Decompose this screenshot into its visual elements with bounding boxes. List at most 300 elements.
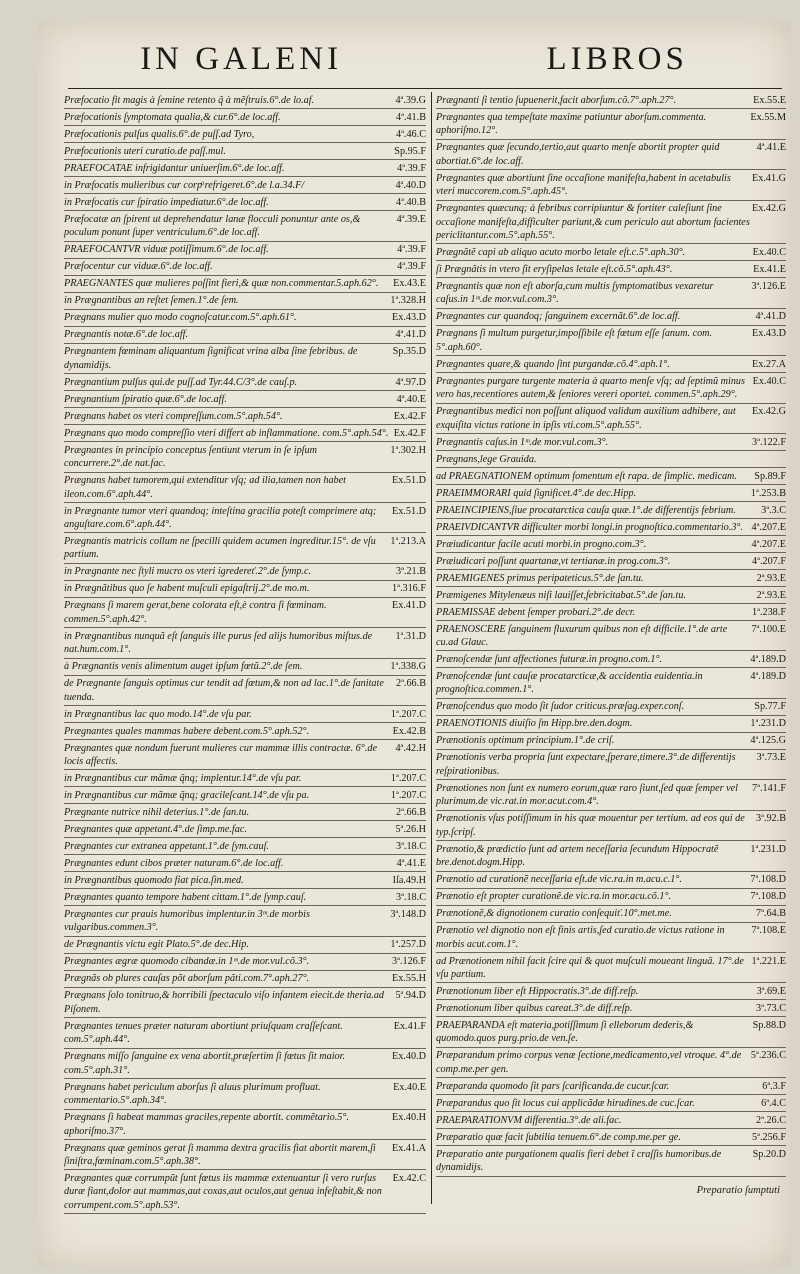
entry-text: Prænotionum liber quibus careat.3°.de diff.reſp. bbox=[436, 1002, 633, 1014]
entry-reference: 1ª.207.C bbox=[390, 773, 426, 785]
entry-text: Prægnantes quanto tempore habent cittam.1°.de ſymp.cauſ. bbox=[64, 892, 307, 904]
entry-text: Prægnantes cur prauis humoribus implentur.in 3ᵐ.de morbis vulgaribus.commen.3°. bbox=[64, 909, 310, 934]
entry-text: Prægnantes quæ abortiunt ſine occaſione manifeſta,habent in acetabulis vteri muccorem.com.5°.aph.45°. bbox=[436, 172, 731, 198]
entry-reference: 1ª.302.H bbox=[390, 444, 426, 456]
entry-reference: 1ª.238.F bbox=[752, 606, 786, 618]
entry-text: Præparandum primo corpus venæ ſectione,medicamento,vel vtroque. 4°.de comp.me.per gen. bbox=[436, 1050, 742, 1075]
entry-reference: Ex.43.E bbox=[393, 278, 426, 290]
entry-reference: 5ª.94.D bbox=[395, 990, 426, 1002]
index-entry bbox=[64, 179, 426, 194]
entry-reference: 7ª.100.E bbox=[751, 623, 786, 635]
entry-text: PRAEMIGENES primus peripateticus.5°.de ſan.tu. bbox=[436, 572, 644, 584]
entry-reference: Ex.40.D bbox=[392, 1051, 426, 1063]
entry-reference: 5ª.256.F bbox=[752, 1131, 786, 1143]
entry-reference: Ex.55.H bbox=[392, 973, 426, 985]
entry-text: Prægnantes quæ corrumpũt ſunt fœtus iis mammæ extenuantur ſi vero rurſus duræ fiant,dolor aut mammas,aut coxas,aut oculos,aut genua infeſtabit,& non corrumpent.com.5°.aph.53°. bbox=[64, 1172, 382, 1211]
index-entry bbox=[436, 470, 786, 485]
index-entry bbox=[64, 891, 426, 906]
entry-reference: Sp.35.D bbox=[392, 346, 426, 358]
index-entry bbox=[436, 280, 786, 309]
entry-reference: 3ª.21.B bbox=[396, 566, 426, 578]
entry-reference: 4ª.40.D bbox=[395, 180, 426, 191]
entry-reference: 1ª.31.D bbox=[395, 630, 426, 642]
index-entry bbox=[436, 907, 786, 922]
entry-text: Prægnans quo modo compreſſio vteri differt ab inflammatione. com.5°.aph.54°. bbox=[64, 427, 389, 439]
entry-reference: 4ª.207.E bbox=[751, 521, 786, 533]
entry-text: Præfocationis pulſus qualis.6°.de puſſ.ad Tyro, bbox=[64, 129, 255, 140]
entry-reference: 1ª.257.D bbox=[390, 939, 426, 951]
entry-text: PRAEMISSAE debent ſemper probari.2°.de decr. bbox=[436, 606, 636, 618]
entry-text: de Prægnante ſanguis optimus cur tendit ad fœtum,& non ad lac.1°.de ſanitate tuenda. bbox=[64, 678, 384, 703]
entry-text: Prægnantes ægræ quomodo cibandæ.in 1ᵐ.de mor.vul.cõ.3°. bbox=[64, 956, 310, 968]
entry-text: de Prægnantis victu egit Plato.5°.de dec.Hip. bbox=[64, 939, 249, 951]
entry-text: Præparandus quo ſit locus cui applicãdæ hirudines.de cuc.ſcar. bbox=[436, 1097, 695, 1109]
entry-reference: 3ª.148.D bbox=[390, 909, 426, 921]
entry-reference: Ex.42.F bbox=[393, 410, 426, 422]
entry-reference: 3ª.69.E bbox=[756, 985, 786, 997]
entry-reference: Ex.40.E bbox=[393, 1081, 426, 1093]
index-entry bbox=[64, 444, 426, 473]
entry-reference: 1ª.221.E bbox=[751, 955, 786, 967]
index-entry bbox=[64, 162, 426, 177]
index-entry bbox=[436, 955, 786, 984]
entry-reference: Sp.20.D bbox=[752, 1148, 786, 1160]
entry-text: Prænoſcendæ ſunt affectiones futuræ.in progno.com.1°. bbox=[436, 654, 663, 666]
entry-text: Prægnans quæ geminos gerat ſi mamma dextra gracilis fiat abortit marem,ſi ſiniſtra,fœminam.com.5°.aph.38°. bbox=[64, 1142, 376, 1167]
entry-reference: 4ª.39.F bbox=[397, 261, 426, 273]
index-entry bbox=[436, 487, 786, 502]
entry-text: Prægnantes quæcunq; à febribus corripiuntur & fortiter caleſiunt ſine occaſione manifeſta,difficulter pariunt,& cum periculo aut abortum facientes periclitantur.com.5°.aph.55°. bbox=[436, 203, 750, 242]
index-entry bbox=[64, 393, 426, 408]
entry-reference: Ex.41.G bbox=[752, 172, 786, 184]
entry-text: in Prægnantibus an reſtet ſemen.1°.de ſem. bbox=[64, 295, 239, 307]
entry-reference: Ex.42.F bbox=[393, 427, 426, 439]
entry-reference: 1ª.231.D bbox=[750, 843, 786, 855]
index-entry bbox=[436, 263, 786, 278]
entry-reference: 1ª.213.A bbox=[390, 536, 426, 548]
entry-reference: 7ª.64.B bbox=[756, 908, 786, 920]
entry-text: Præfocentur cur viduæ.6°.de loc.aff. bbox=[64, 261, 213, 273]
index-entry bbox=[436, 1019, 786, 1048]
entry-reference: 4ª.39.E bbox=[396, 214, 426, 225]
entry-text: Prægnãs ob plures cauſas põt aborſum pãti.com.7°.aph.27°. bbox=[64, 973, 310, 985]
entry-text: PRAEPARANDA eſt materia,potiſſimum ſi elleborum dederis,& quomodo.quos purg.prio.de ven.ſe. bbox=[436, 1019, 694, 1045]
index-entry bbox=[436, 1002, 786, 1017]
entry-reference: 1ª.207.C bbox=[390, 790, 426, 802]
index-entry bbox=[436, 782, 786, 811]
entry-reference: 2ª.66.B bbox=[396, 678, 426, 690]
entry-reference: Ex.51.D bbox=[392, 475, 426, 487]
entry-reference: 4ª.97.D bbox=[395, 376, 426, 388]
index-entry bbox=[436, 327, 786, 356]
entry-text: Præiudicantur facile acuti morbi.in progno.com.3°. bbox=[436, 538, 647, 550]
index-entry bbox=[436, 606, 786, 621]
entry-reference: 7ª.141.F bbox=[752, 782, 786, 794]
entry-text: Prægnantis caſus.in 1ᵐ.de mor.vul.com.3°. bbox=[436, 436, 609, 448]
index-entry bbox=[64, 427, 426, 442]
index-entry bbox=[436, 202, 786, 244]
index-entry bbox=[64, 908, 426, 937]
entry-reference: Sp.77.F bbox=[754, 701, 786, 713]
entry-reference: 3ª.18.C bbox=[396, 841, 426, 853]
index-entry bbox=[436, 1097, 786, 1112]
entry-reference: 4ª.189.D bbox=[750, 671, 786, 683]
entry-reference: 4ª.41.D bbox=[395, 329, 426, 341]
index-entry bbox=[436, 1080, 786, 1095]
entry-text: Prægnantes tenues præter naturam abortiunt priuſquam craſſeſcant. com.5°.aph.44°. bbox=[64, 1020, 343, 1046]
index-entry bbox=[64, 345, 426, 374]
index-entry bbox=[436, 310, 786, 325]
index-entry bbox=[436, 453, 786, 468]
entry-text: à Prægnantis venis alimentum auget ipſum fœtũ.2°.de ſem. bbox=[64, 661, 303, 673]
entry-text: Præparatio quæ facit ſubtilia tenuem.6°.de comp.me.per ge. bbox=[436, 1131, 681, 1143]
index-entry bbox=[64, 874, 426, 889]
entry-text: in Prægnantibus cur mãmæ q̃nq; gracileſcant.14°.de vſu pa. bbox=[64, 790, 310, 802]
index-entry bbox=[64, 196, 426, 211]
index-entry bbox=[436, 555, 786, 570]
index-entry bbox=[64, 1050, 426, 1079]
entry-reference: 4ª.39.G bbox=[395, 95, 426, 106]
index-entry bbox=[64, 277, 426, 292]
entry-text: Prægnantem fœminam aliquantum ſignificat vrina alba ſine febribus. de dynamidijs. bbox=[64, 346, 358, 371]
entry-text: Prænotionẽ,& dignotionem curatio conſequiť.10°.met.me. bbox=[436, 908, 672, 920]
entry-reference: 7ª.108.D bbox=[750, 891, 786, 903]
entry-reference: 1ª.231.D bbox=[750, 718, 786, 730]
left-column bbox=[64, 94, 426, 1216]
index-entry bbox=[64, 260, 426, 275]
entry-text: in Prægnante nec ſtyli mucro os vteri igredereť.2°.de ſymp.c. bbox=[64, 566, 312, 578]
entry-text: ſi Prægnãtis in vtero ſit eryſipelas letale eſt.cõ.5°.aph.43°. bbox=[436, 264, 673, 276]
entry-reference: 1ª.207.C bbox=[390, 708, 426, 720]
entry-text: Prægnans mulier quo modo cognoſcatur.com.5°.aph.61°. bbox=[64, 312, 297, 324]
entry-text: in Præfocatis cur ſpiratio impediatur.6°.de loc.aff. bbox=[64, 197, 269, 208]
entry-text: Prægnantes cur extranea appetant.1°.de ſym.cauſ. bbox=[64, 841, 269, 853]
entry-reference: 2ª.26.C bbox=[756, 1114, 786, 1126]
entry-reference: 5ª.26.H bbox=[395, 824, 426, 836]
index-entry bbox=[64, 1142, 426, 1171]
entry-reference: 4ª.125.G bbox=[750, 735, 786, 747]
entry-text: Prænotio vel dignotio non eſt finis artis,ſed curatio.de victus ratione in morbis acut.com.1°. bbox=[436, 925, 725, 950]
entry-reference: 4ª.39.F bbox=[397, 244, 426, 256]
entry-reference: 3ª.18.C bbox=[396, 892, 426, 904]
index-entry bbox=[64, 410, 426, 425]
entry-text: ad Prænotionem nihil facit ſcire qui & quot muſculi moueant linguã. 17°.de vſu partium. bbox=[436, 955, 744, 980]
entry-text: Prægnanti ſi tentio ſupuenerit,facit aborſum.cõ.7°.aph.27°. bbox=[436, 95, 677, 106]
index-entry bbox=[436, 246, 786, 261]
entry-text: Prægnantium pulſus qui.de puſſ.ad Tyr.44.C/3°.de cauſ.p. bbox=[64, 376, 298, 388]
entry-text: Præiudicari poſſunt quartanæ,vt tertianæ.in prog.com.3°. bbox=[436, 555, 671, 567]
index-entry bbox=[64, 565, 426, 580]
entry-text: Prænotionis optimum principium.1°.de criſ. bbox=[436, 735, 615, 747]
index-entry bbox=[436, 538, 786, 553]
entry-reference: Ex.41.D bbox=[392, 600, 426, 612]
index-entry bbox=[436, 94, 786, 109]
entry-reference: 3ª.73.E bbox=[756, 752, 786, 764]
index-entry bbox=[436, 521, 786, 536]
index-entry bbox=[64, 1081, 426, 1110]
entry-reference: 1ª.338.G bbox=[390, 661, 426, 673]
index-entry bbox=[64, 660, 426, 675]
index-entry bbox=[436, 751, 786, 780]
index-entry bbox=[64, 857, 426, 872]
entry-text: in Prægnantibus lac quo modo.14°.de vſu par. bbox=[64, 708, 252, 720]
entry-reference: 6ª.3.F bbox=[762, 1080, 786, 1092]
index-entry bbox=[436, 812, 786, 841]
index-entry bbox=[436, 700, 786, 715]
index-entry bbox=[436, 717, 786, 732]
index-entry bbox=[436, 1131, 786, 1146]
entry-reference: 4ª.40.B bbox=[396, 197, 426, 208]
column-divider bbox=[431, 92, 432, 1204]
entry-reference: 4ª.39.F bbox=[397, 163, 426, 174]
index-entry bbox=[64, 789, 426, 804]
entry-reference: Ex.43.D bbox=[392, 312, 426, 324]
entry-text: Præfocatæ an ſpirent ut deprehendatur lanæ flocculi ponuntur ante os,& poculum ponunt ſuper ventriculum.6°.de loc.aff. bbox=[64, 214, 361, 239]
entry-reference: 2ª.93.E bbox=[756, 589, 786, 601]
entry-text: Prægnantes quæ appetant.4°.de ſimp.me.fac. bbox=[64, 824, 247, 836]
entry-text: PRAEFOCANTVR viduæ potiſſimum.6°.de loc.aff. bbox=[64, 244, 269, 256]
index-entry bbox=[436, 572, 786, 587]
index-entry bbox=[64, 1111, 426, 1140]
index-entry bbox=[64, 294, 426, 309]
entry-reference: 4ª.207.F bbox=[752, 555, 786, 567]
index-entry bbox=[64, 823, 426, 838]
right-column bbox=[436, 94, 786, 1178]
index-entry bbox=[64, 474, 426, 503]
entry-text: Prænotio eſt propter curationẽ.de vic.ra.in mor.acu.cõ.1°. bbox=[436, 891, 672, 903]
index-entry bbox=[436, 1148, 786, 1177]
entry-reference: 3ª.126.E bbox=[751, 281, 786, 293]
entry-text: Præfocationis uteri curatio.de paſſ.mul. bbox=[64, 146, 226, 157]
entry-reference: Ex.41.A bbox=[392, 1142, 426, 1154]
entry-reference: Ex.42.C bbox=[392, 1172, 426, 1184]
entry-reference: 4ª.42.H bbox=[395, 742, 426, 754]
entry-reference: 5ª.236.C bbox=[750, 1050, 786, 1062]
entry-text: Prægnans ſi multum purgetur,impoſſibile eſt fœtum eſſe ſanum. com. 5°.aph.60°. bbox=[436, 328, 713, 353]
entry-reference: Ex.55.E bbox=[753, 95, 786, 106]
entry-reference: 3ª.3.C bbox=[761, 504, 786, 516]
entry-reference: 7ª.108.D bbox=[750, 874, 786, 886]
index-entry bbox=[436, 924, 786, 953]
index-entry bbox=[436, 873, 786, 888]
entry-reference: Ex.40.C bbox=[752, 247, 786, 259]
index-entry bbox=[64, 806, 426, 821]
entry-text: Prænotio ad curationẽ neceſſaria eſt.de vic.ra.in m.acu.c.1°. bbox=[436, 874, 682, 886]
index-entry bbox=[64, 111, 426, 126]
entry-text: Prægnantis notæ.6°.de loc.aff. bbox=[64, 329, 189, 341]
entry-text: Præparatio ante purgationem qualis fieri debet ĩ craſſis humoribus.de dynamidijs. bbox=[436, 1148, 722, 1174]
entry-text: Prænoſcendæ ſunt cauſæ procatarcticæ,& accidentia euidentia.in prognoſtica.commen.1°. bbox=[436, 671, 703, 696]
entry-reference: Ex.43.D bbox=[752, 328, 786, 340]
entry-reference: 4ª.41.B bbox=[396, 112, 426, 123]
index-entry bbox=[436, 111, 786, 140]
entry-text: Prægnãtẽ capi ab aliquo acuto morbo letale eſt.c.5°.aph.30°. bbox=[436, 247, 686, 259]
entry-text: Prænotiones non ſunt ex numero eorum,quæ raro ſiunt,ſed quæ ſemper vel plurimum.de vic.rat.in mor.acut.com.4°. bbox=[436, 782, 739, 808]
entry-reference: Sp.89.F bbox=[754, 470, 786, 482]
entry-reference: 4ª.207.E bbox=[751, 538, 786, 550]
entry-text: PRAEFOCATAE infrigidantur uniuerſim.6°.de loc.aff. bbox=[64, 163, 285, 174]
entry-reference: Ex.42.G bbox=[752, 406, 786, 418]
entry-text: Præmigenes Mitylenæus niſi lauiſſet,febricitabat.5°.de ſan.tu. bbox=[436, 589, 686, 601]
index-entry bbox=[64, 376, 426, 391]
entry-text: PRAEPARATIONVM differentia.3°.de ali.fac. bbox=[436, 1114, 622, 1126]
entry-text: Prænoſcendus quo modo ſit ſudor criticus.præſag.exper.conſ. bbox=[436, 701, 685, 713]
entry-text: Prægnantes quales mammas habere debent.com.5°.aph.52°. bbox=[64, 725, 310, 737]
index-entry bbox=[64, 677, 426, 706]
index-entry bbox=[64, 972, 426, 987]
entry-text: Prægnans ſolo tonitruo,& horribili ſpectaculo viſo infantem eiecit.de theria.ad Piſonem. bbox=[64, 990, 385, 1015]
running-header bbox=[38, 32, 790, 86]
entry-reference: 4ª.189.D bbox=[750, 654, 786, 666]
index-entry bbox=[64, 840, 426, 855]
entry-text: in Prægnantibus nunquã eſt ſanguis ille purus ſed alijs humoribus miſtus.de nat.hum.com.1°. bbox=[64, 630, 373, 656]
entry-reference: 3ª.92.B bbox=[756, 813, 786, 825]
catchword: Preparatio ſumptuti bbox=[696, 1185, 780, 1196]
entry-reference: Ex.55.M bbox=[750, 112, 786, 123]
entry-reference: 1ª.253.B bbox=[750, 487, 786, 499]
index-entry bbox=[64, 742, 426, 771]
entry-text: Præfocationis ſymptomata qualia,& cur.6°.de loc.aff. bbox=[64, 112, 281, 123]
entry-reference: 7ª.108.E bbox=[751, 925, 786, 937]
entry-text: Prægnantes quæ nondum fuerunt mulieres cur mammæ illis contractæ. 6°.de locis affectis. bbox=[64, 742, 377, 768]
index-entry bbox=[436, 670, 786, 699]
index-entry bbox=[64, 505, 426, 534]
entry-text: Prægnantis quæ non eſt aborſa,cum multis ſymptomatibus vexaretur caſus.in 1ᵐ.de mor.vul.com.3°. bbox=[436, 281, 714, 306]
index-entry bbox=[64, 989, 426, 1018]
index-entry bbox=[436, 734, 786, 749]
entry-reference: 2ª.93.E bbox=[756, 572, 786, 584]
index-entry bbox=[436, 504, 786, 519]
index-entry bbox=[436, 589, 786, 604]
entry-text: Præfocatio fit magis à ſemine retento q̃ à mẽſtruis.6°.de lo.af. bbox=[64, 95, 315, 106]
entry-text: Prægnantium ſpiratio quæ.6°.de loc.aff. bbox=[64, 393, 227, 405]
entry-text: Prægnantes cur quandoq; ſanguinem excernãt.6°.de loc.aff. bbox=[436, 311, 681, 323]
entry-text: Prægnans,lege Grauida. bbox=[436, 453, 537, 465]
entry-text: PRAEIVDICANTVR difficulter morbi longi.in prognoſtica.commentario.3°. bbox=[436, 521, 744, 533]
index-entry bbox=[436, 358, 786, 373]
index-entry bbox=[64, 311, 426, 326]
index-entry bbox=[436, 375, 786, 404]
entry-text: Prægnans habet periculum aborſus ſi aluus plurimum profluat. commentario.5°.aph.34°. bbox=[64, 1081, 321, 1107]
index-entry bbox=[436, 141, 786, 170]
index-entry bbox=[64, 938, 426, 953]
index-entry bbox=[64, 535, 426, 564]
entry-reference: 1ª.316.F bbox=[392, 583, 426, 595]
entry-reference: 1ª.328.H bbox=[390, 295, 426, 307]
entry-reference: 3ª.122.F bbox=[752, 436, 786, 448]
index-entry bbox=[64, 243, 426, 258]
index-entry bbox=[436, 436, 786, 451]
index-entry bbox=[436, 890, 786, 905]
entry-reference: Ex.51.D bbox=[392, 505, 426, 517]
entry-text: Prænotionis verba propria ſunt expectare,ſperare,timere.3°.de differentijs reſpirationibus. bbox=[436, 752, 736, 777]
entry-reference: Sp.95.F bbox=[394, 146, 426, 157]
index-entry bbox=[64, 128, 426, 143]
entry-text: Prægnantes in principio conceptus ſentiunt vterum in ſe ipſum concurrere.2°.de nat.fac. bbox=[64, 444, 317, 470]
entry-text: Prægnantes qua tempeſtate maxime patiuntur aborſum.commenta. aphoriſmo.12°. bbox=[436, 112, 707, 137]
entry-reference: 3ª.126.F bbox=[392, 956, 426, 968]
index-entry bbox=[64, 772, 426, 787]
entry-text: Præparanda quomodo ſit pars ſcarificanda.de cucur.ſcar. bbox=[436, 1080, 670, 1092]
entry-reference: Ex.41.E bbox=[753, 264, 786, 276]
entry-reference: 4ª.41.D bbox=[755, 311, 786, 323]
index-entry bbox=[436, 843, 786, 872]
entry-text: Prægnante nutrice nihil deterius.1°.de ſan.tu. bbox=[64, 807, 250, 819]
entry-text: in Prægnantibus cur mãmæ q̃nq; implentur.14°.de vſu par. bbox=[64, 773, 302, 785]
header-rule bbox=[68, 88, 782, 89]
index-entry bbox=[436, 172, 786, 201]
index-entry bbox=[64, 630, 426, 659]
index-entry bbox=[64, 1020, 426, 1049]
entry-reference: Ex.40.H bbox=[392, 1112, 426, 1124]
entry-text: Prægnans miſſo ſanguine ex vena abortit,præſertim ſi fœtus ſit maior. com.5°.aph.31°. bbox=[64, 1051, 346, 1076]
index-entry bbox=[64, 599, 426, 628]
entry-reference: 4ª.40.E bbox=[396, 393, 426, 405]
index-entry bbox=[64, 955, 426, 970]
entry-text: Prænotionum liber eſt Hippocratis.3°.de diff.reſp. bbox=[436, 985, 639, 997]
entry-text: Prægnantes quare,& quando ſint purgandæ.cõ.4°.aph.1°. bbox=[436, 358, 670, 370]
entry-text: Prænotio,& prædictio ſunt ad artem neceſſaria ſecundum Hippocratẽ bre.denot.dogm.Hipp. bbox=[436, 843, 719, 869]
entry-reference: Sp.88.D bbox=[752, 1019, 786, 1031]
entry-reference: Ex.42.B bbox=[392, 725, 426, 737]
book-page bbox=[38, 22, 790, 1266]
entry-text: Prægnantis matricis collum ne ſpecilli quidem acumen ingreditur.15°. de vſu partium. bbox=[64, 536, 376, 561]
entry-text: Prægnantes quæ ſecundo,tertio,aut quarto menſe abortit propter quid abortiat.6°.de loc.aff. bbox=[436, 142, 720, 167]
entry-reference: 6ª.4.C bbox=[761, 1097, 786, 1109]
index-entry bbox=[436, 623, 786, 652]
entry-text: Prænotionis vſus potiſſimum in his quæ mouentur per tertium. ad eos qui de typ.ſcripſ. bbox=[436, 813, 745, 838]
header-right: LIBROS bbox=[546, 40, 688, 77]
entry-text: Prægnans ſi marem gerat,bene colorata eſt,è contra ſi fœminam. commen.5°.aph.42°. bbox=[64, 600, 327, 625]
entry-text: Prægnantibus medici non poſſunt aliquod validum auxilium adhibere, aut exquiſita victus ratione in ipſis vti.com.5°.aph.55°. bbox=[436, 406, 736, 431]
entry-reference: 4ª.41.E bbox=[396, 858, 426, 870]
entry-text: in Prægnantibus quomodo fiat pica.ſin.med. bbox=[64, 875, 244, 887]
entry-reference: 4ª.46.C bbox=[396, 129, 426, 140]
entry-text: Prægnantes edunt cibos præter naturam.6°.de loc.aff. bbox=[64, 858, 284, 870]
entry-reference: Ex.40.C bbox=[752, 375, 786, 387]
index-entry bbox=[436, 405, 786, 434]
index-entry bbox=[64, 582, 426, 597]
entry-text: Prægnans ſi habeat mammas graciles,repente abortit. commẽtario.5°. aphoriſmo.37°. bbox=[64, 1112, 349, 1137]
index-entry bbox=[64, 94, 426, 109]
index-entry bbox=[64, 725, 426, 740]
entry-text: PRAEINCIPIENS,ſiue procatarctica cauſa quæ.1°.de differentijs febrium. bbox=[436, 504, 736, 516]
index-entry bbox=[64, 213, 426, 242]
entry-text: in Præfocatis mulieribus cur corpͦ refrigeret.6°.de l.a.34.F/ bbox=[64, 180, 305, 191]
index-entry bbox=[436, 653, 786, 668]
entry-text: in Prægnante tumor vteri quandoq; inteſtina gracilia poteſt comprimere atq; anguſtare.com.6°.aph.44°. bbox=[64, 505, 377, 531]
entry-text: Prægnans habet tumorem,qui extenditur vſq; ad ilia,tamen non habet ileon.com.6°.aph.44°. bbox=[64, 475, 347, 500]
entry-text: PRAENOTIONIS diuiſio ſm Hipp.bre.den.dogm. bbox=[436, 718, 633, 730]
entry-reference: Ex.27.A bbox=[752, 358, 786, 370]
entry-text: PRAEGNANTES quæ mulieres poſſint fieri,& quæ non.commentar.5.aph.62°. bbox=[64, 278, 379, 290]
index-entry bbox=[64, 708, 426, 723]
header-left: IN GALENI bbox=[140, 40, 343, 77]
index-entry bbox=[64, 145, 426, 160]
entry-text: PRAENOSCERE ſanguinem fluxurum quibus non eſt difficile.1°.de arte cu.ad Glauc. bbox=[436, 623, 728, 649]
entry-text: in Prægnãtibus quo ſe habent muſculi epigaſtrij.2°.de mo.m. bbox=[64, 583, 310, 595]
entry-text: Prægnans habet os vteri compreſſum.com.5°.aph.54°. bbox=[64, 410, 283, 422]
index-entry bbox=[436, 985, 786, 1000]
entry-reference: Ex.42.G bbox=[752, 203, 786, 215]
entry-reference: 2ª.66.B bbox=[396, 807, 426, 819]
entry-text: PRAEIMMORARI quid ſignificet.4°.de dec.Hipp. bbox=[436, 487, 637, 499]
index-entry bbox=[436, 1049, 786, 1078]
entry-reference: 4ª.41.E bbox=[756, 142, 786, 154]
entry-reference: Iſa.49.H bbox=[392, 875, 426, 887]
entry-text: ad PRAEGNATIONEM optimum fomentum eſt rapa. de ſimplic. medicam. bbox=[436, 470, 737, 482]
index-entry bbox=[436, 1114, 786, 1129]
